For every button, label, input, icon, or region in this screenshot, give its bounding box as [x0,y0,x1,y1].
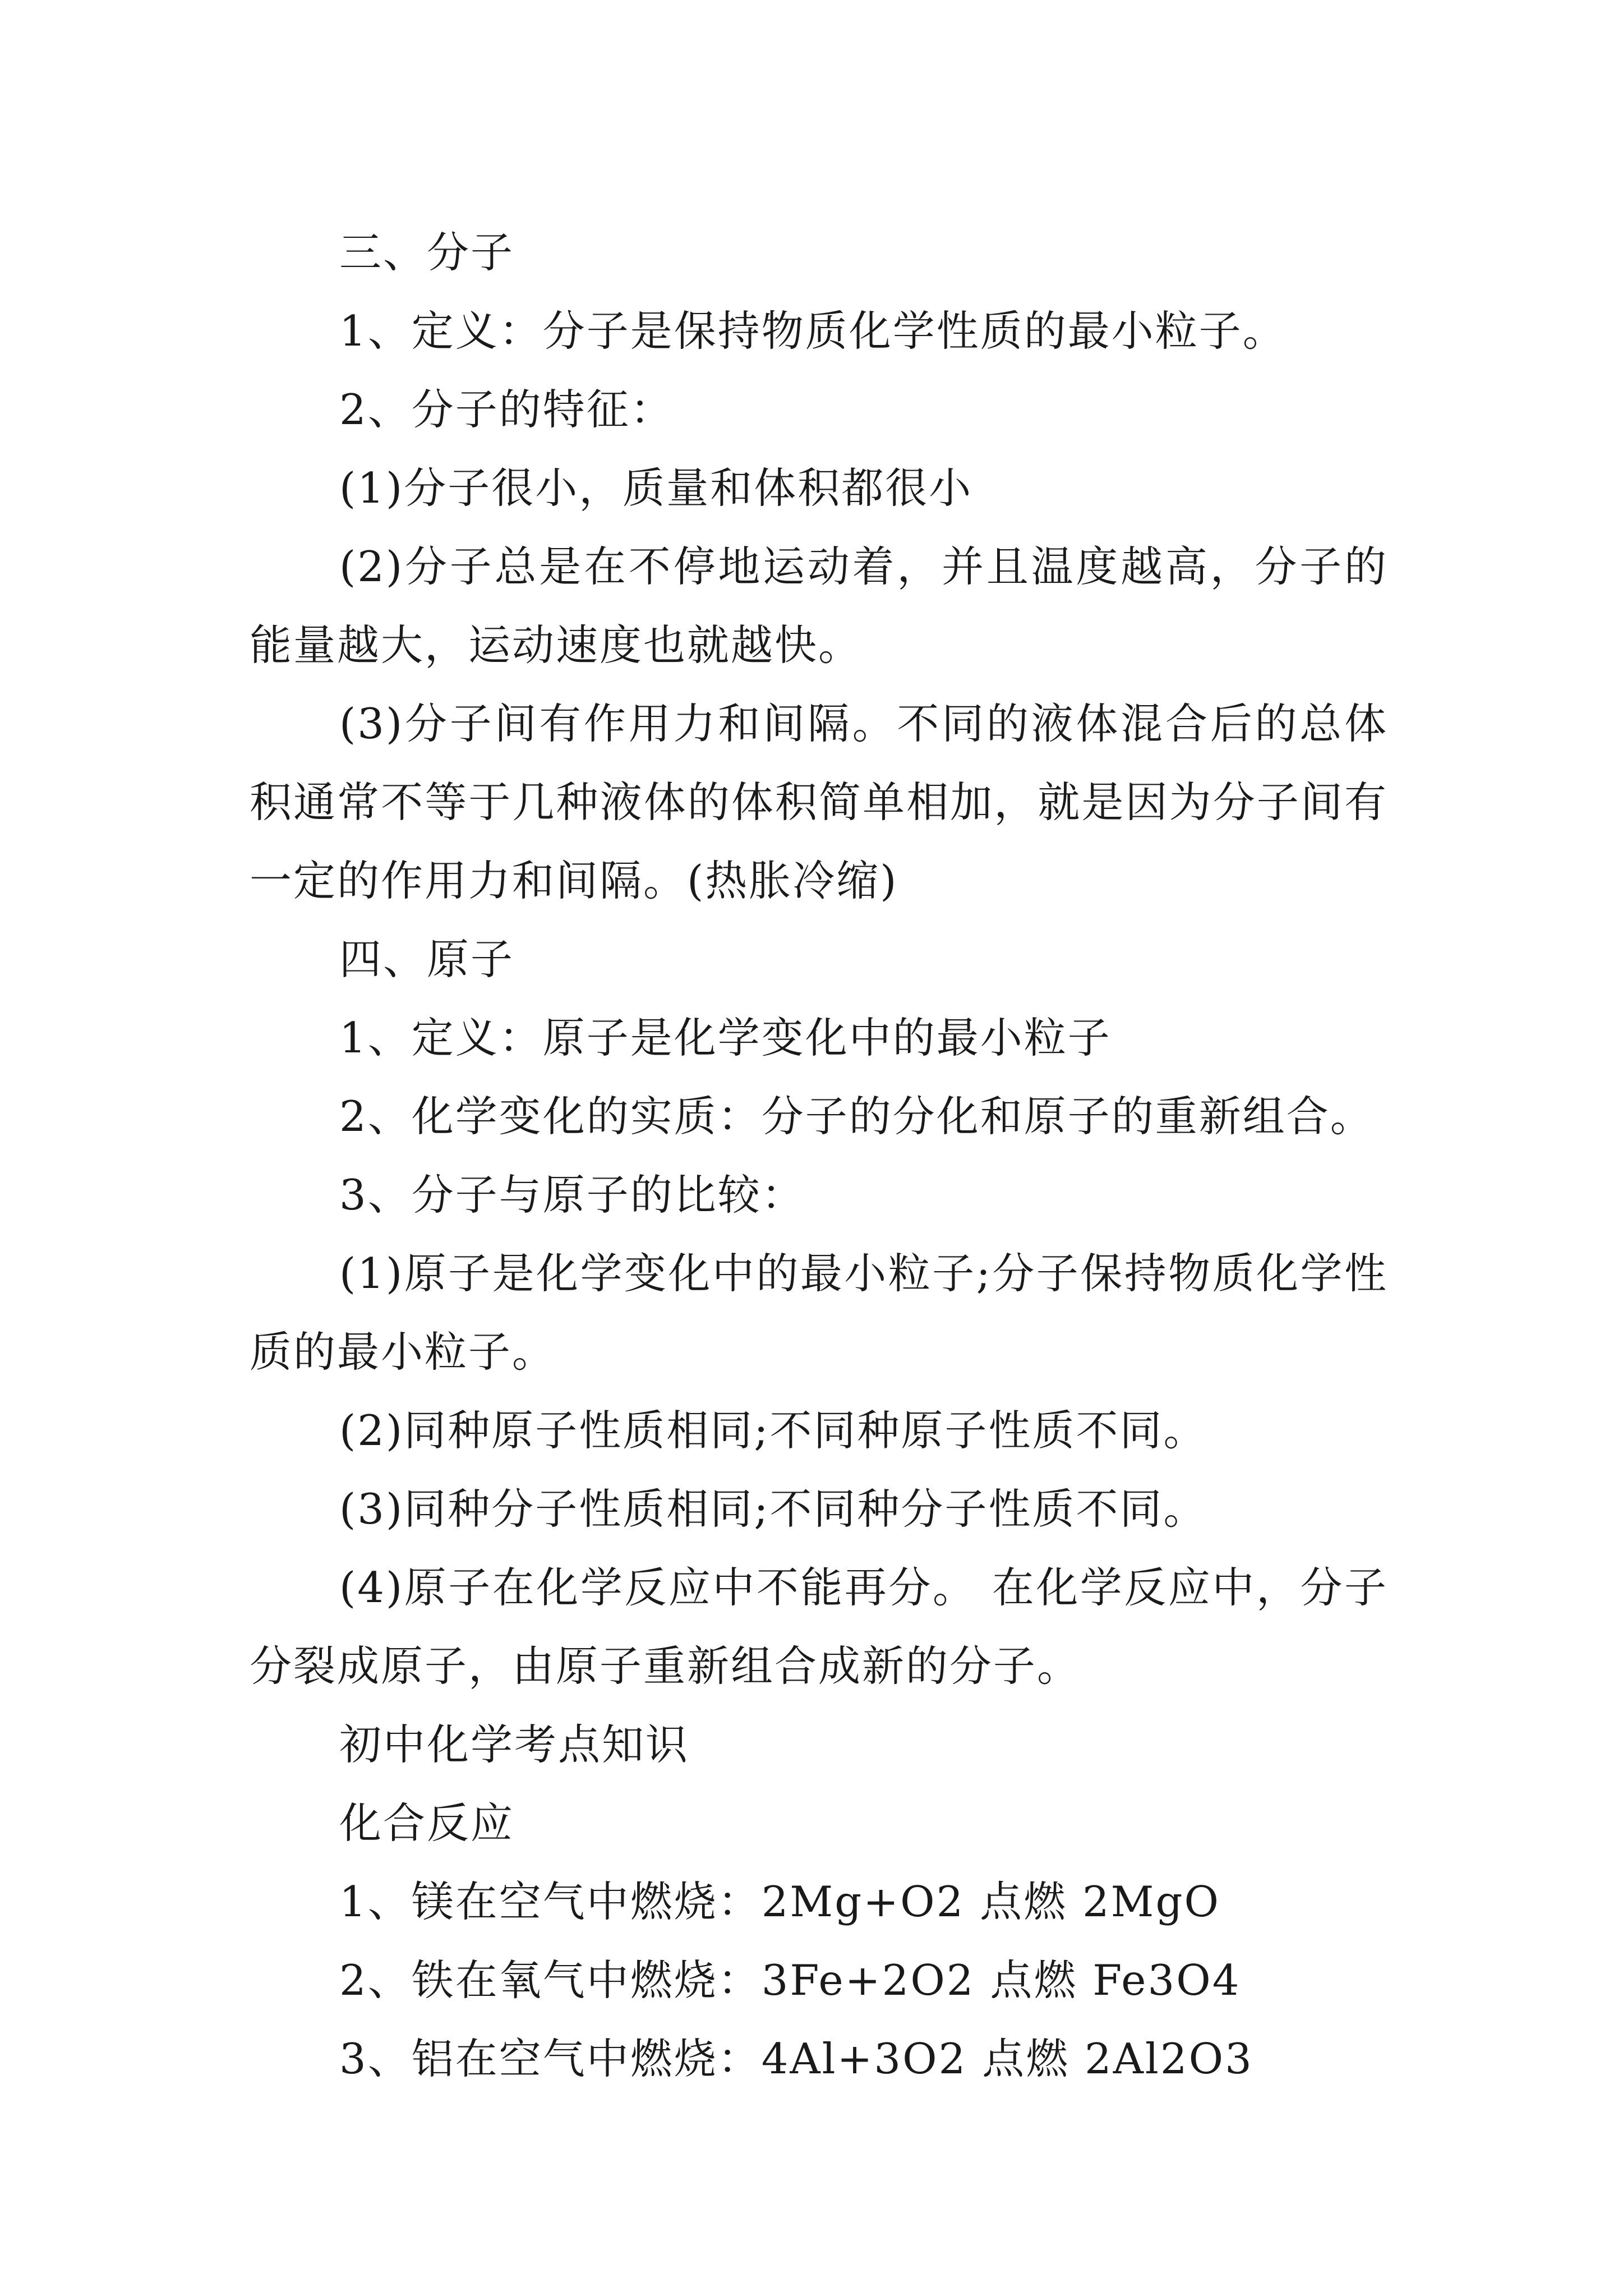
equation-line: 2、铁在氧气中燃烧：3Fe+2O2 点燃 Fe3O4 [339,1955,1241,2005]
section-heading-atom: 四、原子 [339,935,515,984]
equation-line: 1、镁在空气中燃烧：2Mg+O2 点燃 2MgO [339,1877,1220,1926]
paragraph: (2)同种原子性质相同;不同种原子性质不同。 [339,1406,1207,1455]
paragraph: 1、定义：原子是化学变化中的最小粒子 [339,1013,1112,1062]
paragraph: (1)原子是化学变化中的最小粒子;分子保持物质化学性质的最小粒子。 [250,1249,1388,1377]
paragraph: (4)原子在化学反应中不能再分。 在化学反应中，分子分裂成原子，由原子重新组合成新的分子。 [250,1563,1388,1691]
paragraph: (2)分子总是在不停地运动着，并且温度越高，分子的能量越大，运动速度也就越快。 [250,542,1388,670]
section-heading-knowledge: 初中化学考点知识 [339,1720,690,1769]
paragraph: (3)同种分子性质相同;不同种分子性质不同。 [339,1484,1207,1534]
section-heading-molecule: 三、分子 [339,228,515,277]
subsection-heading-combination: 化合反应 [339,1798,515,1848]
paragraph: 1、定义：分子是保持物质化学性质的最小粒子。 [339,306,1287,356]
paragraph: (1)分子很小，质量和体积都很小 [339,463,973,513]
paragraph: 2、化学变化的实质：分子的分化和原子的重新组合。 [339,1092,1374,1141]
paragraph: (3)分子间有作用力和间隔。不同的液体混合后的总体积通常不等于几种液体的体积简单相加，就是因为分子间有一定的作用力和间隔。(热胀冷缩) [250,699,1388,905]
paragraph: 2、分子的特征： [339,385,674,434]
equation-line: 3、铝在空气中燃烧：4Al+3O2 点燃 2Al2O3 [339,2034,1253,2083]
document-body [250,213,1388,2098]
paragraph: 3、分子与原子的比较： [339,1170,805,1220]
